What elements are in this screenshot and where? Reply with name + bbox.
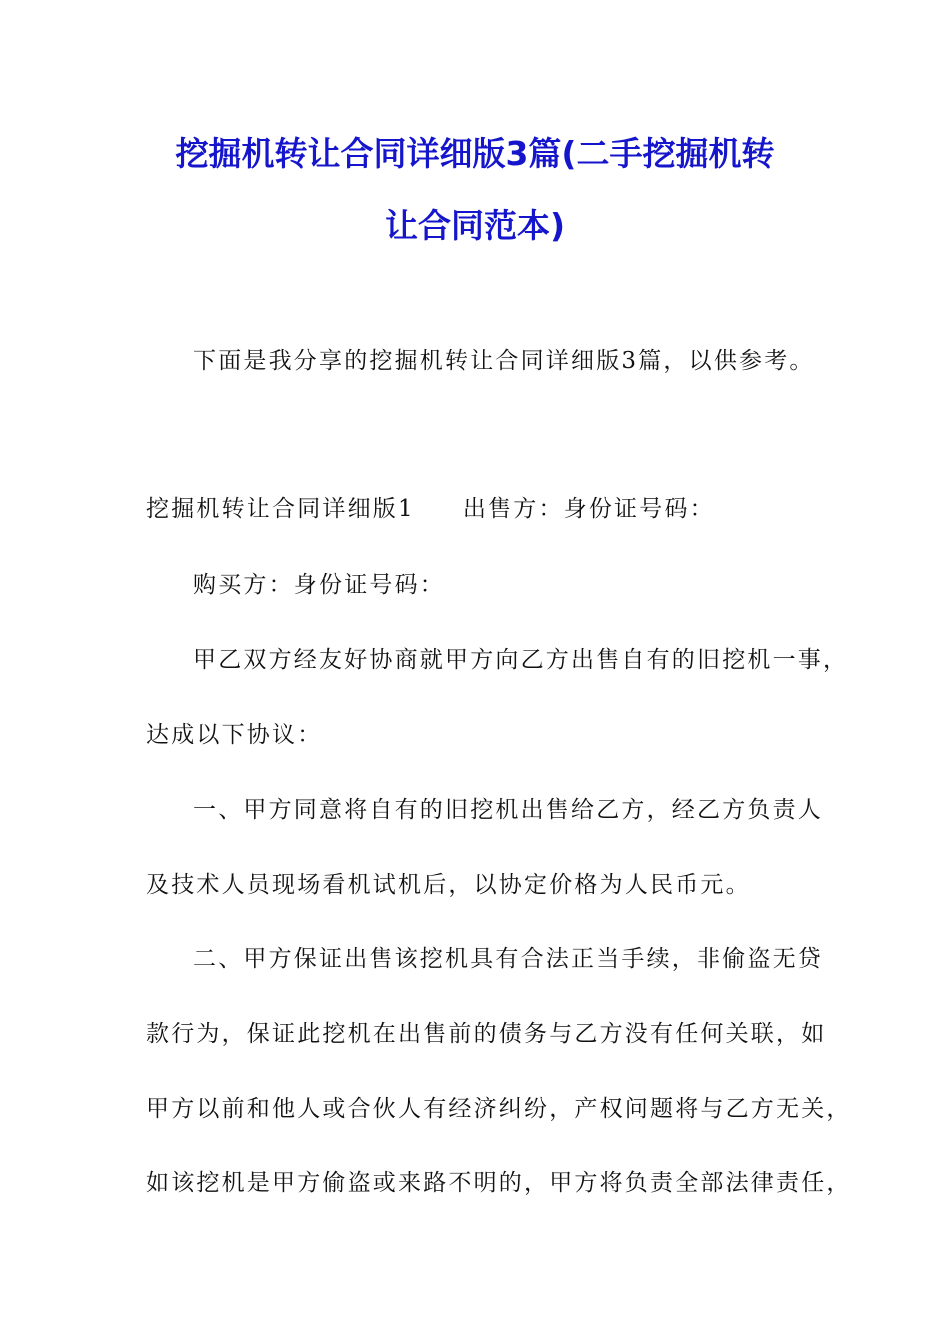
clause-2-line: 款行为，保证此挖机在出售前的债务与乙方没有任何关联，如	[146, 1021, 827, 1047]
clause-1-line: 一、甲方同意将自有的旧挖机出售给乙方，经乙方负责人	[193, 797, 823, 823]
clause-2-line: 二、甲方保证出售该挖机具有合法正当手续，非偷盗无贷	[193, 946, 823, 972]
clause-2-line: 如该挖机是甲方偷盗或来路不明的，甲方将负责全部法律责任，	[146, 1170, 852, 1196]
section-heading-row	[146, 494, 715, 524]
body-line: 甲乙双方经友好协商就甲方向乙方出售自有的旧挖机一事，	[193, 647, 849, 673]
clause-1-line: 及技术人员现场看机试机后，以协定价格为人民币元。	[146, 872, 751, 898]
body-line: 达成以下协议：	[146, 722, 323, 748]
document-title-line-2: 让合同范本)	[384, 206, 566, 245]
section-heading: 挖掘机转让合同详细版1	[146, 496, 415, 522]
buyer-label: 购买方：身份证号码：	[193, 572, 445, 598]
clause-2-line: 甲方以前和他人或合伙人有经济纠纷，产权问题将与乙方无关，	[146, 1096, 852, 1122]
document-title-line-1: 挖掘机转让合同详细版3篇(二手挖掘机转	[175, 134, 775, 173]
seller-label: 出售方：身份证号码：	[462, 496, 715, 522]
intro-paragraph: 下面是我分享的挖掘机转让合同详细版3篇，以供参考。	[193, 348, 815, 374]
